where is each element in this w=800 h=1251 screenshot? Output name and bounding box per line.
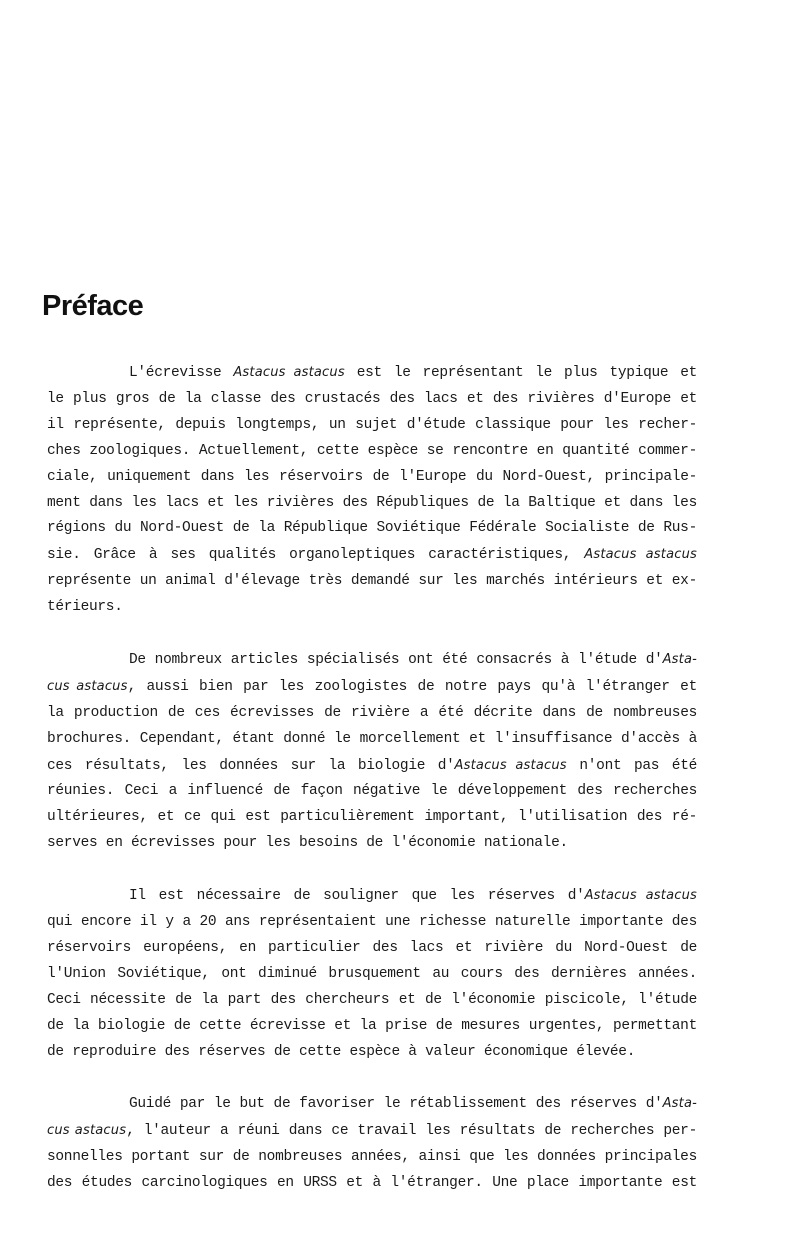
text-segment: térieurs.: [47, 599, 123, 616]
species-name: Astacus astacus: [584, 888, 697, 904]
text-segment: brochures. Cependant, étant donné le morcellement et l'insuffisance d'accès à: [47, 730, 697, 747]
text-line: [47, 779, 697, 805]
text-line: [47, 569, 697, 595]
text-segment: la production de ces écrevisses de rivière a été décrite dans de nombreuses: [47, 704, 697, 721]
text-segment: de reproduire des réserves de cette espèce à valeur économique élevée.: [47, 1043, 636, 1060]
text-line: [47, 1091, 697, 1118]
text-segment: réunies. Ceci a influencé de façon négative le développement des recherches: [47, 783, 697, 800]
text-line: [47, 805, 697, 831]
text-line: [47, 1145, 697, 1171]
text-line: [47, 831, 697, 857]
text-segment: ultérieures, et ce qui est particulièrement important, l'utilisation des ré-: [47, 809, 697, 826]
text-segment: ches zoologiques. Actuellement, cette espèce se rencontre en quantité commer-: [47, 442, 697, 459]
text-segment: représente un animal d'élevage très demandé sur les marchés intérieurs et ex-: [47, 573, 697, 590]
text-segment: sonnelles portant sur de nombreuses années, ainsi que les données principales: [47, 1149, 697, 1166]
text-line: [47, 647, 697, 674]
text-segment: L'écrevisse: [129, 365, 234, 381]
text-line: [47, 936, 697, 962]
text-line: [47, 910, 697, 936]
paragraph: [47, 360, 697, 621]
species-name: Astacus astacus: [454, 757, 567, 773]
text-segment: Guidé par le but de favoriser le rétablissement des réserves d': [129, 1096, 663, 1113]
text-line: [47, 387, 697, 413]
text-segment: , aussi bien par les zoologistes de notre pays qu'à l'étranger et: [127, 678, 697, 695]
text-line: [47, 439, 697, 465]
text-segment: qui encore il y a 20 ans représentaient une richesse naturelle importante des: [47, 914, 697, 930]
text-line: [47, 674, 697, 701]
text-line: [47, 542, 697, 569]
species-name: cus astacus: [47, 678, 128, 694]
text-segment: Ceci nécessite de la part des chercheurs et de l'économie piscicole, l'étude: [47, 991, 697, 1008]
text-line: [47, 360, 697, 387]
text-line: [47, 413, 697, 439]
text-segment: il représente, depuis longtemps, un sujet d'étude classique pour les recher-: [47, 416, 697, 433]
text-segment: régions du Nord-Ouest de la République Soviétique Fédérale Socialiste de Rus-: [47, 520, 697, 537]
text-segment: est le représentant le plus typique et: [344, 365, 698, 381]
text-line: [47, 465, 697, 491]
text-segment: ces résultats, les données sur la biologie d': [47, 757, 455, 774]
text-line: [47, 883, 697, 910]
text-line: [47, 753, 697, 780]
species-name: Asta-: [662, 651, 697, 667]
text-segment: Il est nécessaire de souligner que les réserves d': [129, 888, 585, 905]
preface-body: [47, 360, 697, 1223]
text-segment: ment dans les lacs et les rivières des Républiques de la Baltique et dans les: [47, 494, 697, 511]
text-line: [47, 1118, 697, 1145]
text-segment: des études carcinologiques en URSS et à l'étranger. Une place importante est: [47, 1175, 697, 1192]
text-line: [47, 516, 697, 542]
text-line: [47, 595, 697, 621]
text-line: [47, 962, 697, 988]
species-name: Asta-: [662, 1096, 697, 1112]
text-line: [47, 727, 697, 753]
paragraph: [47, 647, 697, 857]
text-line: [47, 988, 697, 1014]
text-segment: réservoirs européens, en particulier des lacs et rivière du Nord-Ouest de: [47, 939, 697, 956]
text-segment: l'Union Soviétique, ont diminué brusquement au cours des dernières années.: [47, 965, 697, 982]
text-segment: , l'auteur a réuni dans ce travail les résultats de recherches per-: [126, 1123, 697, 1140]
text-line: [47, 1040, 697, 1066]
text-segment: sie. Grâce à ses qualités organoleptiques caractéristiques,: [47, 547, 585, 564]
text-segment: ciale, uniquement dans les réservoirs de l'Europe du Nord-Ouest, principale-: [47, 468, 697, 485]
text-segment: serves en écrevisses pour les besoins de l'économie nationale.: [47, 835, 568, 852]
species-name: cus astacus: [47, 1123, 127, 1139]
species-name: Astacus astacus: [584, 547, 698, 563]
text-segment: de la biologie de cette écrevisse et la prise de mesures urgentes, permettant: [47, 1017, 697, 1034]
page-title: Préface: [42, 290, 144, 322]
species-name: Astacus astacus: [233, 365, 345, 380]
paragraph: [47, 883, 697, 1065]
text-line: [47, 701, 697, 727]
text-segment: n'ont pas été: [566, 757, 698, 774]
text-line: [47, 1171, 697, 1197]
text-segment: De nombreux articles spécialisés ont été consacrés à l'étude d': [129, 651, 663, 668]
text-segment: le plus gros de la classe des crustacés des lacs et des rivières d'Europe et: [47, 390, 697, 407]
paragraph: [47, 1091, 697, 1197]
text-line: [47, 491, 697, 517]
text-line: [47, 1014, 697, 1040]
